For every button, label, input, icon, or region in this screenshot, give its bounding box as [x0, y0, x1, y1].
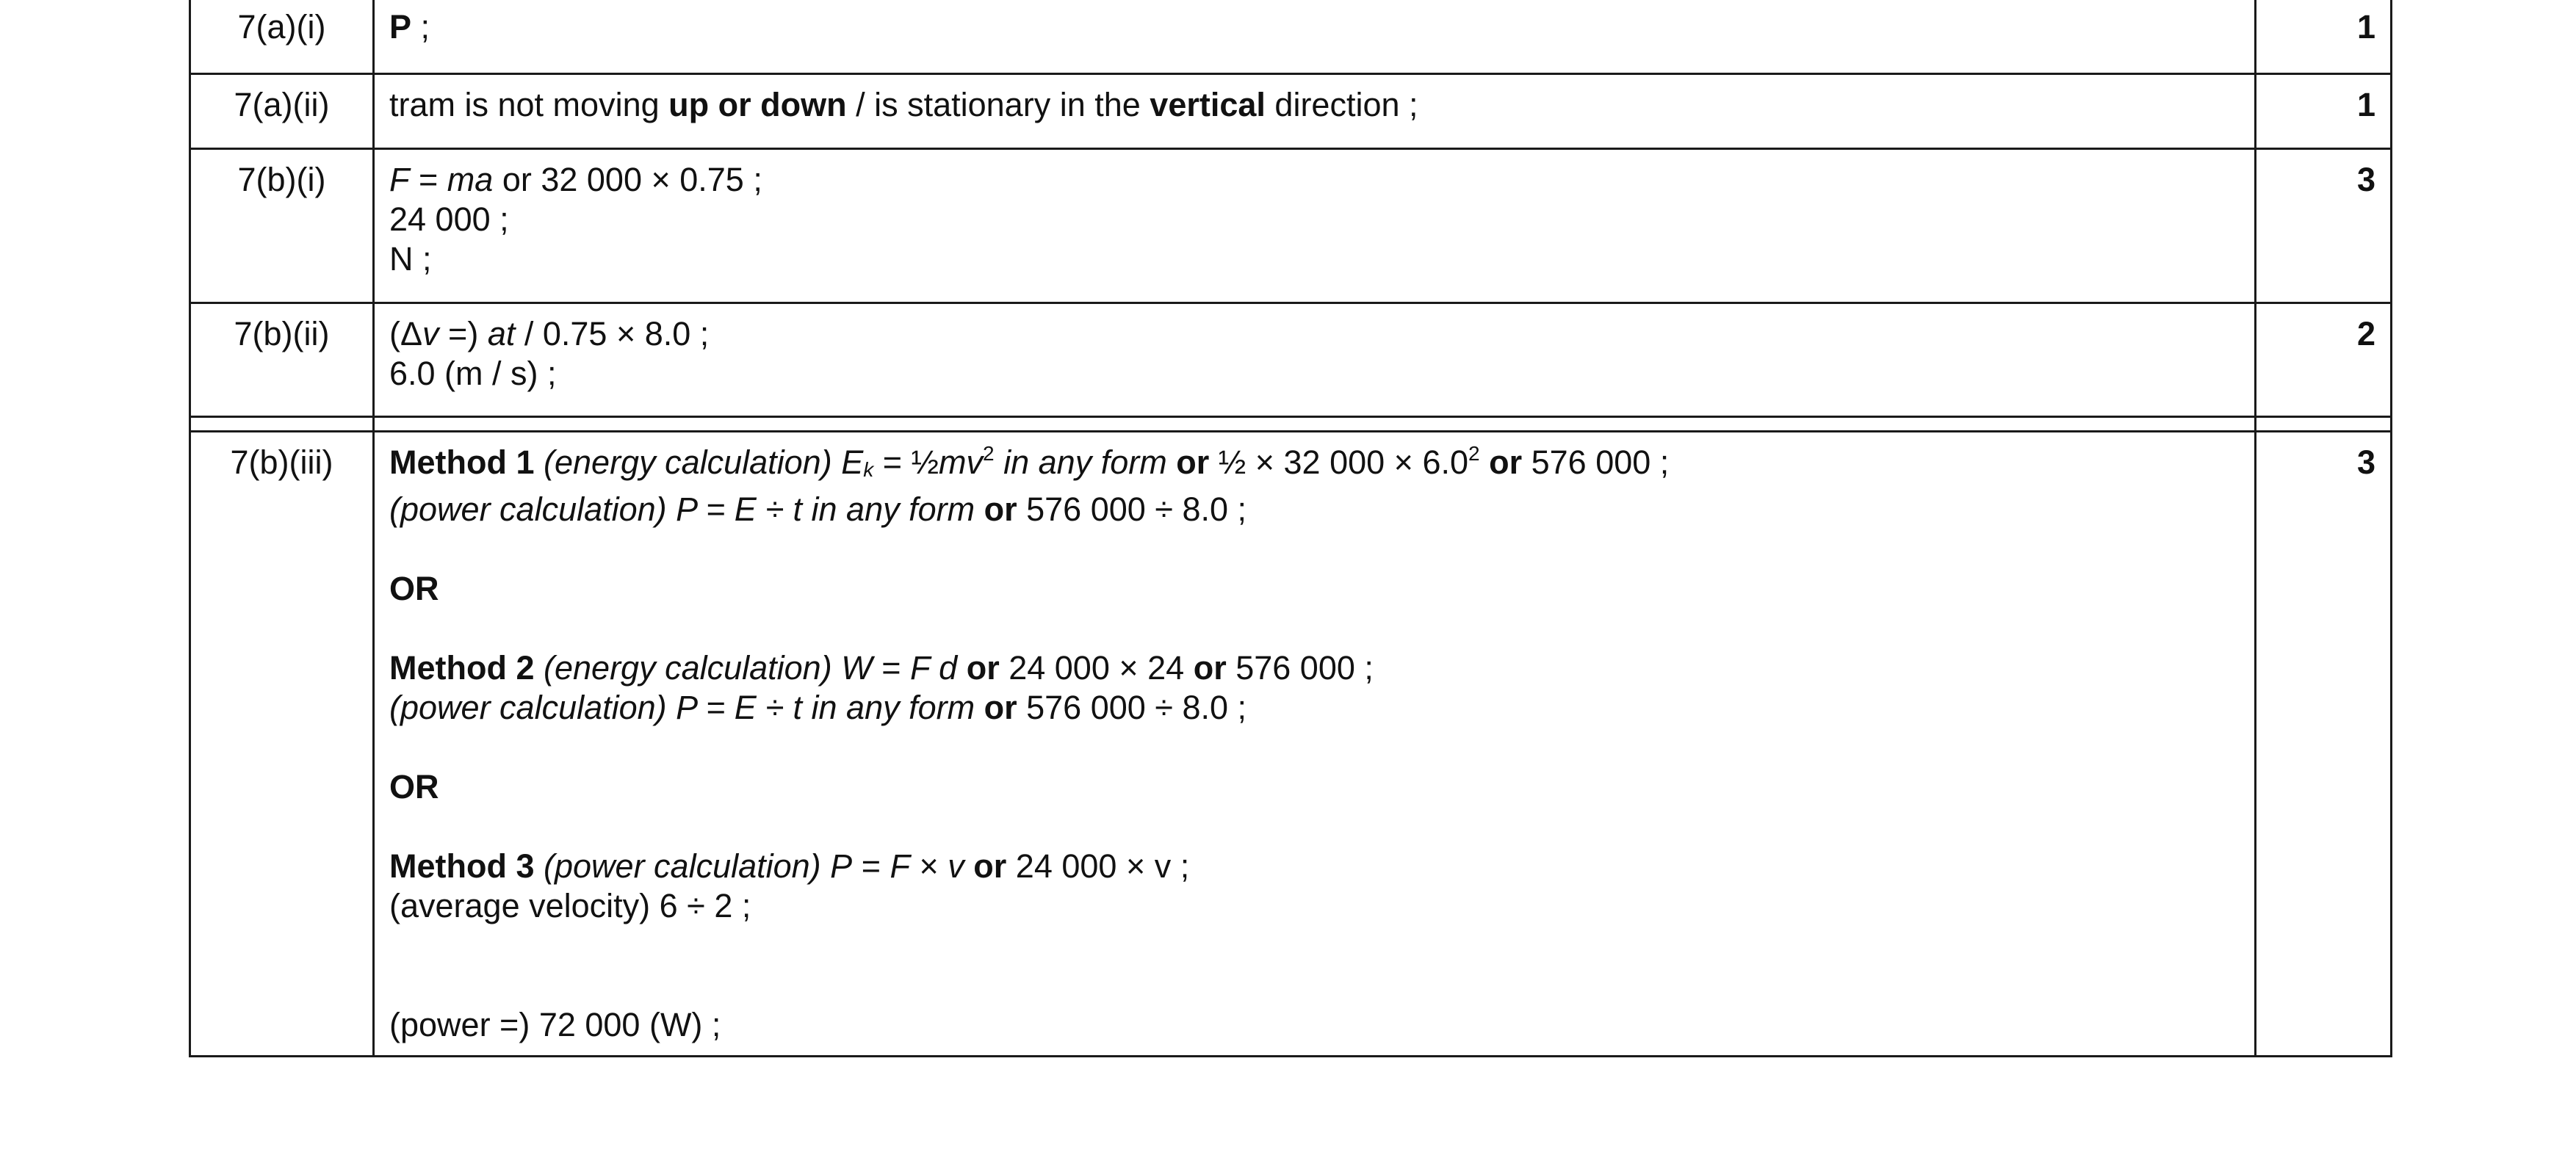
spacer-cell	[2256, 416, 2392, 431]
answer-text: ×	[909, 847, 948, 885]
answer-text: at	[487, 314, 516, 352]
question-number: 7(a)(i)	[190, 0, 374, 73]
method-2-power-line	[389, 688, 2240, 728]
answer-cell	[374, 303, 2256, 416]
answer-text: ma	[447, 160, 494, 198]
or-keyword: or	[984, 688, 1017, 726]
answer-text: E	[841, 443, 864, 481]
answer-text: (energy calculation)	[534, 443, 842, 481]
or-keyword: or	[1176, 443, 1210, 481]
method-2-energy-line	[389, 648, 2240, 688]
marks-value: 2	[2256, 303, 2392, 416]
method-3-power-line	[389, 847, 2240, 886]
answer-text: (energy calculation)	[534, 648, 842, 687]
table-row	[190, 73, 2392, 148]
answer-text: or 32 000 × 0.75 ;	[493, 160, 762, 198]
or-keyword: or	[984, 490, 1017, 528]
subscript: k	[863, 457, 874, 481]
method-1-power-line	[389, 490, 2240, 529]
answer-line: 6.0 (m / s) ;	[389, 354, 557, 392]
blank-line	[389, 926, 2240, 1005]
answer-text: W	[841, 648, 873, 687]
or-keyword: or	[1489, 443, 1523, 481]
superscript: 2	[1468, 441, 1480, 465]
answer-text: = ½	[873, 443, 939, 481]
table-row	[190, 431, 2392, 1056]
answer-text: 24 000 × 24	[999, 648, 1194, 687]
table-row	[190, 0, 2392, 73]
answer-text: / is stationary in the	[846, 85, 1150, 123]
answer-text: direction ;	[1265, 85, 1418, 123]
answer-text: (power calculation)	[534, 847, 831, 885]
method-label: Method 3	[389, 847, 535, 885]
method-label: Method 2	[389, 648, 535, 687]
answer-text: F	[890, 847, 910, 885]
superscript: 2	[983, 441, 995, 465]
or-keyword: or	[973, 847, 1007, 885]
method-label: Method 1	[389, 443, 535, 481]
question-number: 7(b)(iii)	[190, 431, 374, 1056]
marks-value: 3	[2256, 148, 2392, 303]
blank-line	[389, 609, 2240, 648]
final-answer-line: (power =) 72 000 (W) ;	[389, 1005, 721, 1043]
answer-text: mv	[939, 443, 984, 481]
average-velocity-line: (average velocity) 6 ÷ 2 ;	[389, 886, 751, 924]
answer-text: v	[948, 847, 964, 885]
answer-text: / 0.75 × 8.0 ;	[515, 314, 710, 352]
question-number: 7(b)(ii)	[190, 303, 374, 416]
answer-text: 24 000 × v ;	[1006, 847, 1190, 885]
or-separator: OR	[389, 767, 439, 805]
answer-text: F	[389, 160, 410, 198]
answer-text: =	[872, 648, 910, 687]
blank-line	[389, 807, 2240, 847]
or-keyword: or	[966, 648, 1000, 687]
mark-scheme-table	[189, 0, 2392, 1057]
answer-text: 576 000 ÷ 8.0 ;	[1017, 688, 1247, 726]
answer-text: (power calculation) P = E ÷ t in any form	[389, 490, 984, 528]
table-row	[190, 148, 2392, 303]
answer-text: 576 000 ;	[1522, 443, 1670, 481]
marks-value: 1	[2256, 0, 2392, 73]
or-separator: OR	[389, 569, 439, 607]
answer-text: (Δ	[389, 314, 423, 352]
table-spacer-row	[190, 416, 2392, 431]
question-number: 7(a)(ii)	[190, 73, 374, 148]
answer-keyword: up or down	[668, 85, 847, 123]
answer-text: P	[389, 8, 412, 46]
answer-line: 24 000 ;	[389, 200, 509, 238]
answer-line: N ;	[389, 239, 432, 278]
answer-cell	[374, 0, 2256, 73]
answer-text: tram is not moving	[389, 85, 669, 123]
answer-line	[389, 160, 2240, 200]
answer-text: 576 000 ;	[1226, 648, 1374, 687]
answer-cell	[374, 73, 2256, 148]
blank-line	[389, 728, 2240, 767]
answer-text: =)	[439, 314, 488, 352]
answer-text: (power calculation) P = E ÷ t in any form	[389, 688, 984, 726]
answer-text: in any form	[994, 443, 1177, 481]
answer-keyword: vertical	[1150, 85, 1266, 123]
answer-text: 576 000 ÷ 8.0 ;	[1017, 490, 1247, 528]
question-number: 7(b)(i)	[190, 148, 374, 303]
or-keyword: or	[1193, 648, 1227, 687]
answer-text: P	[830, 847, 853, 885]
answer-cell	[374, 148, 2256, 303]
answer-text: v	[422, 314, 439, 352]
method-1-energy-line	[389, 443, 2240, 490]
answer-text: ½ × 32 000 × 6.0	[1209, 443, 1469, 481]
answer-text: =	[852, 847, 890, 885]
answer-text: ;	[411, 8, 430, 46]
answer-text: F d	[909, 648, 958, 687]
spacer-cell	[374, 416, 2256, 431]
answer-text: =	[409, 160, 447, 198]
marks-value: 1	[2256, 73, 2392, 148]
spacer-cell	[190, 416, 374, 431]
blank-line	[389, 529, 2240, 569]
table-row	[190, 303, 2392, 416]
answer-cell	[374, 431, 2256, 1056]
marks-value: 3	[2256, 431, 2392, 1056]
answer-line	[389, 314, 2240, 354]
